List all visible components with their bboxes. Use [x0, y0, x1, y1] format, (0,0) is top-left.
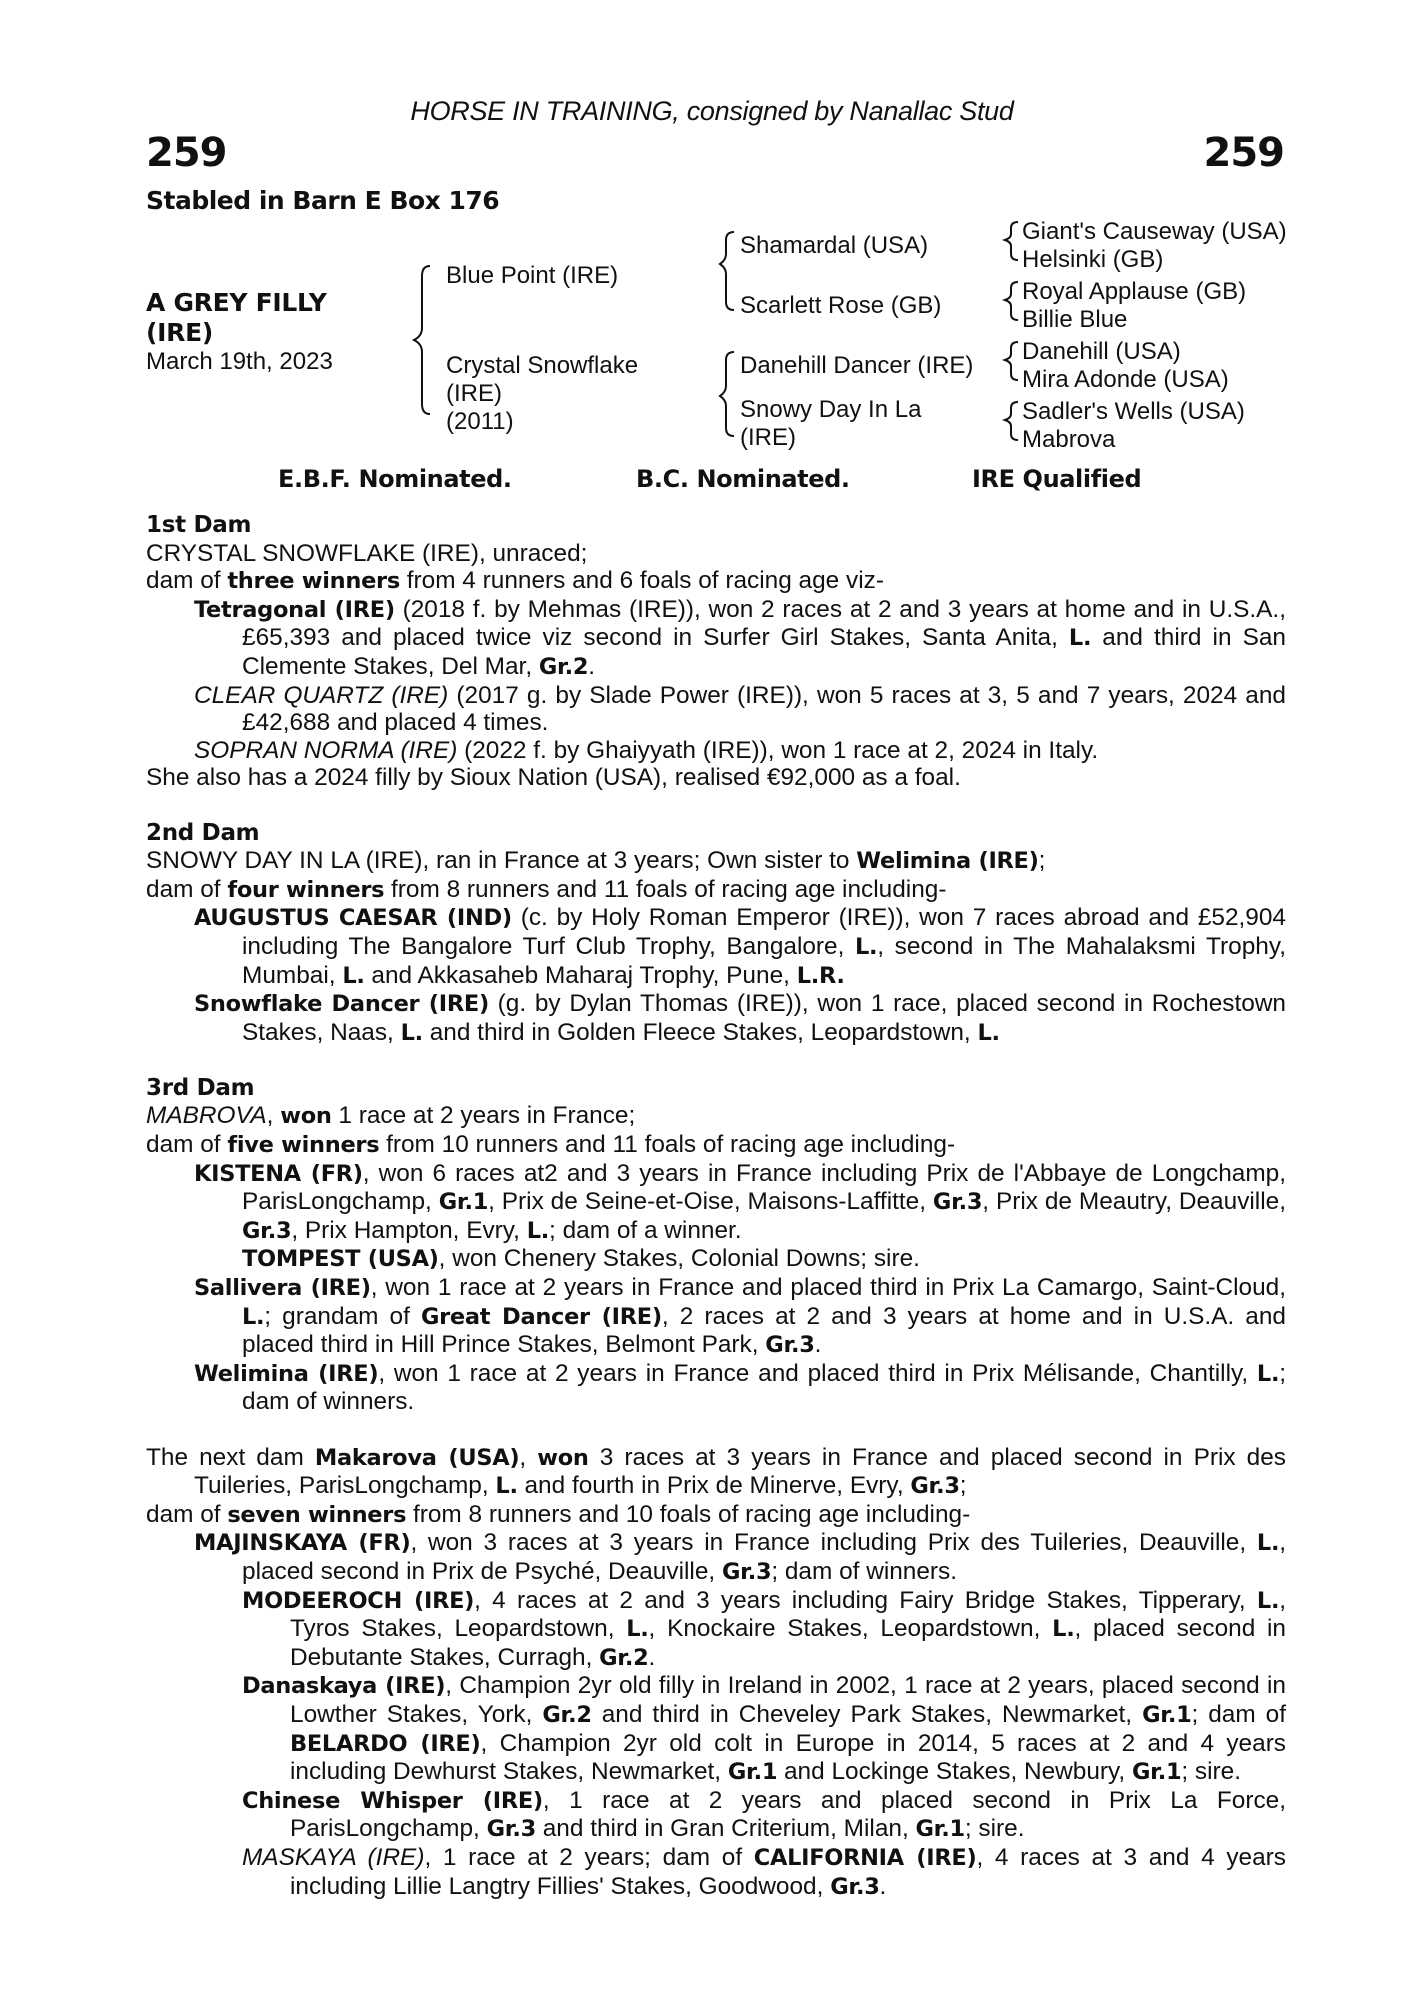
entry-text: . — [814, 1331, 822, 1359]
race-grade: Gr.3 — [932, 1189, 983, 1216]
race-grade: Gr.1 — [438, 1189, 489, 1216]
brace-dd — [1005, 402, 1018, 440]
produce-entry — [146, 682, 1286, 737]
race-grade: L. — [242, 1303, 265, 1330]
pedigree-gen3-6: Mira Adonde (USA) — [1022, 366, 1229, 393]
pedigree-sire-dam: Scarlett Rose (GB) — [740, 292, 942, 319]
third-dam-line — [146, 1102, 1286, 1131]
produce-entry — [146, 596, 1286, 682]
produce-entry — [146, 1844, 1286, 1901]
summary-text: dam of — [146, 1131, 228, 1159]
brace-ss — [1005, 222, 1018, 260]
entry-text: , 4 races at 2 and 3 years including Fairy Bridge Stakes, Tipperary, — [474, 1586, 1257, 1614]
entry-text: ; dam of winners. — [771, 1557, 958, 1585]
brace-gen1 — [414, 266, 430, 414]
entry-name: Danaskaya (IRE) — [242, 1673, 446, 1700]
entry-text: , Tyros Stakes, Leopardstown, — [290, 1586, 1286, 1643]
pedigree-gen3-1: Giant's Causeway (USA) — [1022, 218, 1287, 245]
entry-text: ; grandam of — [264, 1302, 421, 1330]
pedigree-gen3-2: Helsinki (GB) — [1022, 246, 1164, 273]
entry-name: Great Dancer (IRE) — [420, 1303, 662, 1330]
entry-text: and Lockinge Stakes, Newbury, — [777, 1758, 1132, 1786]
section-heading-3rd-dam: 3rd Dam — [146, 1074, 255, 1101]
race-grade: L. — [1256, 1360, 1280, 1387]
entry-text: . — [879, 1872, 887, 1900]
race-grade: Gr.3 — [765, 1332, 815, 1359]
entry-name: SOPRAN NORMA (IRE) — [194, 736, 458, 764]
entry-text: ; — [959, 1472, 967, 1500]
summary-text: from 8 runners and 11 foals of racing age including- — [384, 875, 947, 903]
pedigree-dam-dam-line1: Snowy Day In La — [740, 396, 922, 423]
pedigree-dam-dam — [740, 396, 921, 452]
summary-text: from 10 runners and 11 foals of racing age including- — [379, 1131, 956, 1159]
race-grade: L.R. — [796, 962, 845, 989]
pedigree-dam-line2: (IRE) — [446, 380, 502, 407]
entry-text: , Knockaire Stakes, Leopardstown, — [648, 1615, 1053, 1643]
race-grade: Gr.3 — [830, 1873, 880, 1900]
race-grade: L. — [977, 1019, 1000, 1046]
pedigree-gen3-5: Danehill (USA) — [1022, 338, 1181, 365]
nomination-ire: IRE Qualified — [972, 465, 1142, 493]
entry-text: , 2 races at 2 and 3 years at home and in U.S.A. and placed third in Hill Prince Stakes, Belmont Park, — [242, 1302, 1286, 1359]
stabling-location: Stabled in Barn E Box 176 — [146, 186, 500, 215]
won-label: won — [280, 1103, 332, 1130]
entry-text: 3 races at 3 years in France and placed second in Prix des Tuileries, ParisLongchamp, — [194, 1443, 1286, 1500]
produce-entry — [146, 1360, 1286, 1416]
entry-text: , Champion 2yr old colt in Europe in 2014, 5 races at 2 and 4 years including Dewhurst Stakes, Newmarket, — [290, 1729, 1287, 1786]
nomination-ebf: E.B.F. Nominated. — [278, 465, 512, 493]
race-grade: L. — [626, 1616, 649, 1643]
next-dam-summary — [146, 1501, 1286, 1530]
race-grade: L. — [495, 1473, 518, 1500]
nomination-bc: B.C. Nominated. — [636, 465, 850, 493]
entry-text: 1 race at 2 years in France; — [331, 1102, 636, 1130]
produce-entry — [146, 1160, 1286, 1246]
pedigree-sire-sire: Shamardal (USA) — [740, 232, 929, 259]
horse-name-line1: A GREY FILLY — [146, 288, 327, 317]
third-dam-summary — [146, 1131, 1286, 1160]
produce-record — [146, 512, 1286, 1901]
entry-text: ; — [1038, 847, 1046, 875]
brace-ds — [1005, 342, 1018, 380]
entry-name: CALIFORNIA (IRE) — [753, 1844, 977, 1871]
entry-text: , Prix de Seine-et-Oise, Maisons-Laffitte, — [488, 1188, 933, 1216]
pedigree-sire: Blue Point (IRE) — [446, 262, 619, 289]
entry-text: , placed second in Debutante Stakes, Curragh, — [290, 1615, 1286, 1671]
pedigree-gen3-4: Billie Blue — [1022, 306, 1128, 333]
entry-name: Welimina (IRE) — [856, 848, 1039, 875]
race-grade: L. — [400, 1019, 423, 1046]
entry-text: , — [266, 1102, 281, 1130]
first-dam-footer: She also has a 2024 filly by Sioux Nation (USA), realised €92,000 as a foal. — [146, 764, 961, 792]
race-grade: L. — [342, 962, 365, 989]
entry-name: MAJINSKAYA (FR) — [194, 1530, 411, 1557]
entry-name: AUGUSTUS CAESAR (IND) — [194, 905, 512, 932]
second-dam-line — [146, 847, 1286, 876]
won-label: won — [537, 1444, 589, 1471]
pedigree-gen3-8: Mabrova — [1022, 426, 1116, 453]
pedigree-gen3-7: Sadler's Wells (USA) — [1022, 398, 1245, 425]
foaling-date: March 19th, 2023 — [146, 348, 333, 375]
entry-text: , 1 race at 2 years; dam of — [424, 1843, 754, 1871]
race-grade: L. — [1256, 1530, 1280, 1557]
race-grade: Gr.1 — [1142, 1701, 1192, 1728]
section-heading-1st-dam: 1st Dam — [146, 512, 252, 538]
summary-winners: four winners — [227, 876, 385, 903]
entry-text: (2022 f. by Ghaiyyath (IRE)), won 1 race at 2, 2024 in Italy. — [457, 736, 1099, 764]
race-grade: L. — [855, 933, 878, 960]
summary-text: from 8 runners and 10 foals of racing age including- — [406, 1500, 971, 1528]
entry-name: TOMPEST (USA) — [242, 1246, 439, 1273]
lot-number-left: 259 — [146, 130, 227, 176]
summary-winners: seven winners — [227, 1501, 407, 1528]
entry-name: MABROVA — [146, 1102, 267, 1130]
race-grade: Gr.2 — [599, 1644, 649, 1671]
produce-entry — [146, 990, 1286, 1047]
entry-text: , second in The Mahalaksmi Trophy, Mumbai, — [242, 932, 1286, 989]
pedigree-gen3-3: Royal Applause (GB) — [1022, 278, 1247, 305]
entry-text: , 1 race at 2 years and placed second in Prix La Force, ParisLongchamp, — [290, 1786, 1286, 1843]
entry-text: (2017 g. by Slade Power (IRE)), won 5 races at 3, 5 and 7 years, 2024 and £42,688 and placed 4 times. — [242, 681, 1286, 737]
entry-text: , Prix Hampton, Evry, — [291, 1216, 527, 1244]
pedigree-dam — [446, 352, 638, 436]
race-grade: L. — [526, 1217, 550, 1244]
entry-text: , won 6 races at2 and 3 years in France including Prix de l'Abbaye de Longchamp, ParisLongchamp, — [242, 1159, 1286, 1216]
race-grade: Gr.3 — [486, 1816, 536, 1843]
race-grade: Gr.2 — [542, 1701, 592, 1728]
entry-name: CLEAR QUARTZ (IRE) — [194, 681, 449, 709]
brace-sire — [720, 232, 734, 310]
entry-name: Chinese Whisper (IRE) — [242, 1787, 543, 1814]
horse-name-line2: (IRE) — [146, 318, 213, 347]
entry-name: KISTENA (FR) — [194, 1160, 363, 1187]
entry-text: , Champion 2yr old filly in Ireland in 2002, 1 race at 2 years, placed second in Lowther Stakes, York, — [290, 1672, 1286, 1728]
entry-name: Tetragonal (IRE) — [194, 596, 395, 623]
next-dam-line — [146, 1444, 1286, 1501]
entry-name: Sallivera (IRE) — [194, 1275, 371, 1302]
entry-text: , won Chenery Stakes, Colonial Downs; sire. — [438, 1245, 920, 1273]
summary-text: dam of — [146, 567, 228, 595]
entry-text: ; dam of winners. — [242, 1359, 1286, 1416]
produce-entry — [146, 1787, 1286, 1844]
race-grade: Gr.3 — [242, 1217, 292, 1244]
produce-entry — [146, 1587, 1286, 1673]
summary-text: dam of — [146, 875, 228, 903]
race-grade: Gr.1 — [915, 1816, 965, 1843]
entry-text: , won 1 race at 2 years in France and placed third in Prix La Camargo, Saint-Cloud, — [370, 1274, 1286, 1302]
summary-winners: three winners — [227, 568, 400, 595]
entry-text: and third in Gran Criterium, Milan, — [535, 1815, 916, 1843]
produce-entry — [146, 1274, 1286, 1360]
produce-entry — [146, 1529, 1286, 1586]
entry-name: Welimina (IRE) — [194, 1360, 379, 1387]
race-grade: Gr.1 — [727, 1759, 778, 1786]
entry-name: MODEEROCH (IRE) — [242, 1587, 475, 1614]
entry-text: and third in San Clemente Stakes, Del Mar, — [242, 624, 1286, 680]
entry-text: The next dam — [146, 1443, 315, 1471]
entry-text: ; dam of — [1191, 1700, 1286, 1728]
entry-text: ; dam of a winner. — [549, 1216, 742, 1244]
entry-text: . — [588, 652, 596, 680]
summary-text: from 4 runners and 6 foals of racing age viz- — [399, 567, 884, 595]
race-grade: L. — [1052, 1616, 1075, 1643]
entry-text: (c. by Holy Roman Emperor (IRE)), won 7 races abroad and £52,904 including The Bangalore Turf Club Trophy, Bangalore, — [242, 904, 1286, 960]
catalogue-header: HORSE IN TRAINING, consigned by Nanallac Stud — [410, 96, 1014, 126]
entry-text: , won 1 race at 2 years in France and placed third in Prix Mélisande, Chantilly, — [378, 1359, 1257, 1387]
entry-text: , placed second in Prix de Psyché, Deauville, — [242, 1529, 1286, 1585]
entry-name: Snowflake Dancer (IRE) — [194, 991, 489, 1018]
second-dam-summary — [146, 876, 1286, 905]
entry-name: Makarova (USA) — [314, 1444, 520, 1471]
entry-text: and Akkasaheb Maharaj Trophy, Pune, — [364, 961, 797, 989]
first-dam-summary — [146, 567, 1286, 596]
race-grade: Gr.2 — [538, 653, 589, 680]
entry-text: and third in Cheveley Park Stakes, Newmarket, — [591, 1700, 1143, 1728]
produce-entry — [146, 737, 1286, 765]
entry-name: MASKAYA (IRE) — [242, 1843, 425, 1871]
pedigree-dam-line3: (2011) — [446, 408, 514, 435]
summary-winners: five winners — [227, 1132, 380, 1159]
produce-entry — [146, 1245, 1286, 1274]
race-grade: Gr.3 — [910, 1473, 960, 1500]
brace-sd — [1005, 282, 1018, 320]
entry-text: ; sire. — [1181, 1758, 1241, 1786]
entry-text: ; sire. — [964, 1815, 1025, 1843]
lot-number-right: 259 — [1203, 130, 1284, 176]
entry-text: (2018 f. by Mehmas (IRE)), won 2 races at 2 and 3 years at home and in U.S.A., £65,393 and placed twice viz second in Surfer Girl Stakes, Santa Anita, — [242, 595, 1286, 652]
brace-dam — [720, 352, 734, 436]
first-dam-line: CRYSTAL SNOWFLAKE (IRE), unraced; — [146, 539, 588, 567]
entry-text: SNOWY DAY IN LA (IRE), ran in France at 3 years; Own sister to — [146, 847, 857, 875]
entry-text: , Prix de Meautry, Deauville, — [982, 1188, 1286, 1216]
pedigree-dam-dam-line2: (IRE) — [740, 424, 796, 451]
entry-text: and fourth in Prix de Minerve, Evry, — [517, 1472, 911, 1500]
race-grade: L. — [1068, 625, 1092, 652]
pedigree-dam-line1: Crystal Snowflake — [446, 352, 639, 379]
entry-name: BELARDO (IRE) — [290, 1730, 481, 1757]
race-grade: L. — [1256, 1587, 1280, 1614]
entry-text: , won 3 races at 3 years in France including Prix des Tuileries, Deauville, — [410, 1529, 1257, 1557]
entry-text: (g. by Dylan Thomas (IRE)), won 1 race, placed second in Rochestown Stakes, Naas, — [242, 990, 1286, 1046]
entry-text: and third in Golden Fleece Stakes, Leopardstown, — [422, 1018, 978, 1046]
pedigree-dam-sire: Danehill Dancer (IRE) — [740, 352, 974, 379]
entry-text: , 4 races at 3 and 4 years including Lillie Langtry Fillies' Stakes, Goodwood, — [290, 1843, 1286, 1900]
entry-text: , — [519, 1443, 538, 1471]
summary-text: dam of — [146, 1500, 228, 1528]
race-grade: Gr.3 — [721, 1558, 772, 1585]
section-heading-2nd-dam: 2nd Dam — [146, 819, 260, 846]
produce-entry — [146, 1672, 1286, 1786]
entry-text: . — [648, 1643, 656, 1671]
race-grade: Gr.1 — [1131, 1759, 1182, 1786]
produce-entry — [146, 904, 1286, 990]
